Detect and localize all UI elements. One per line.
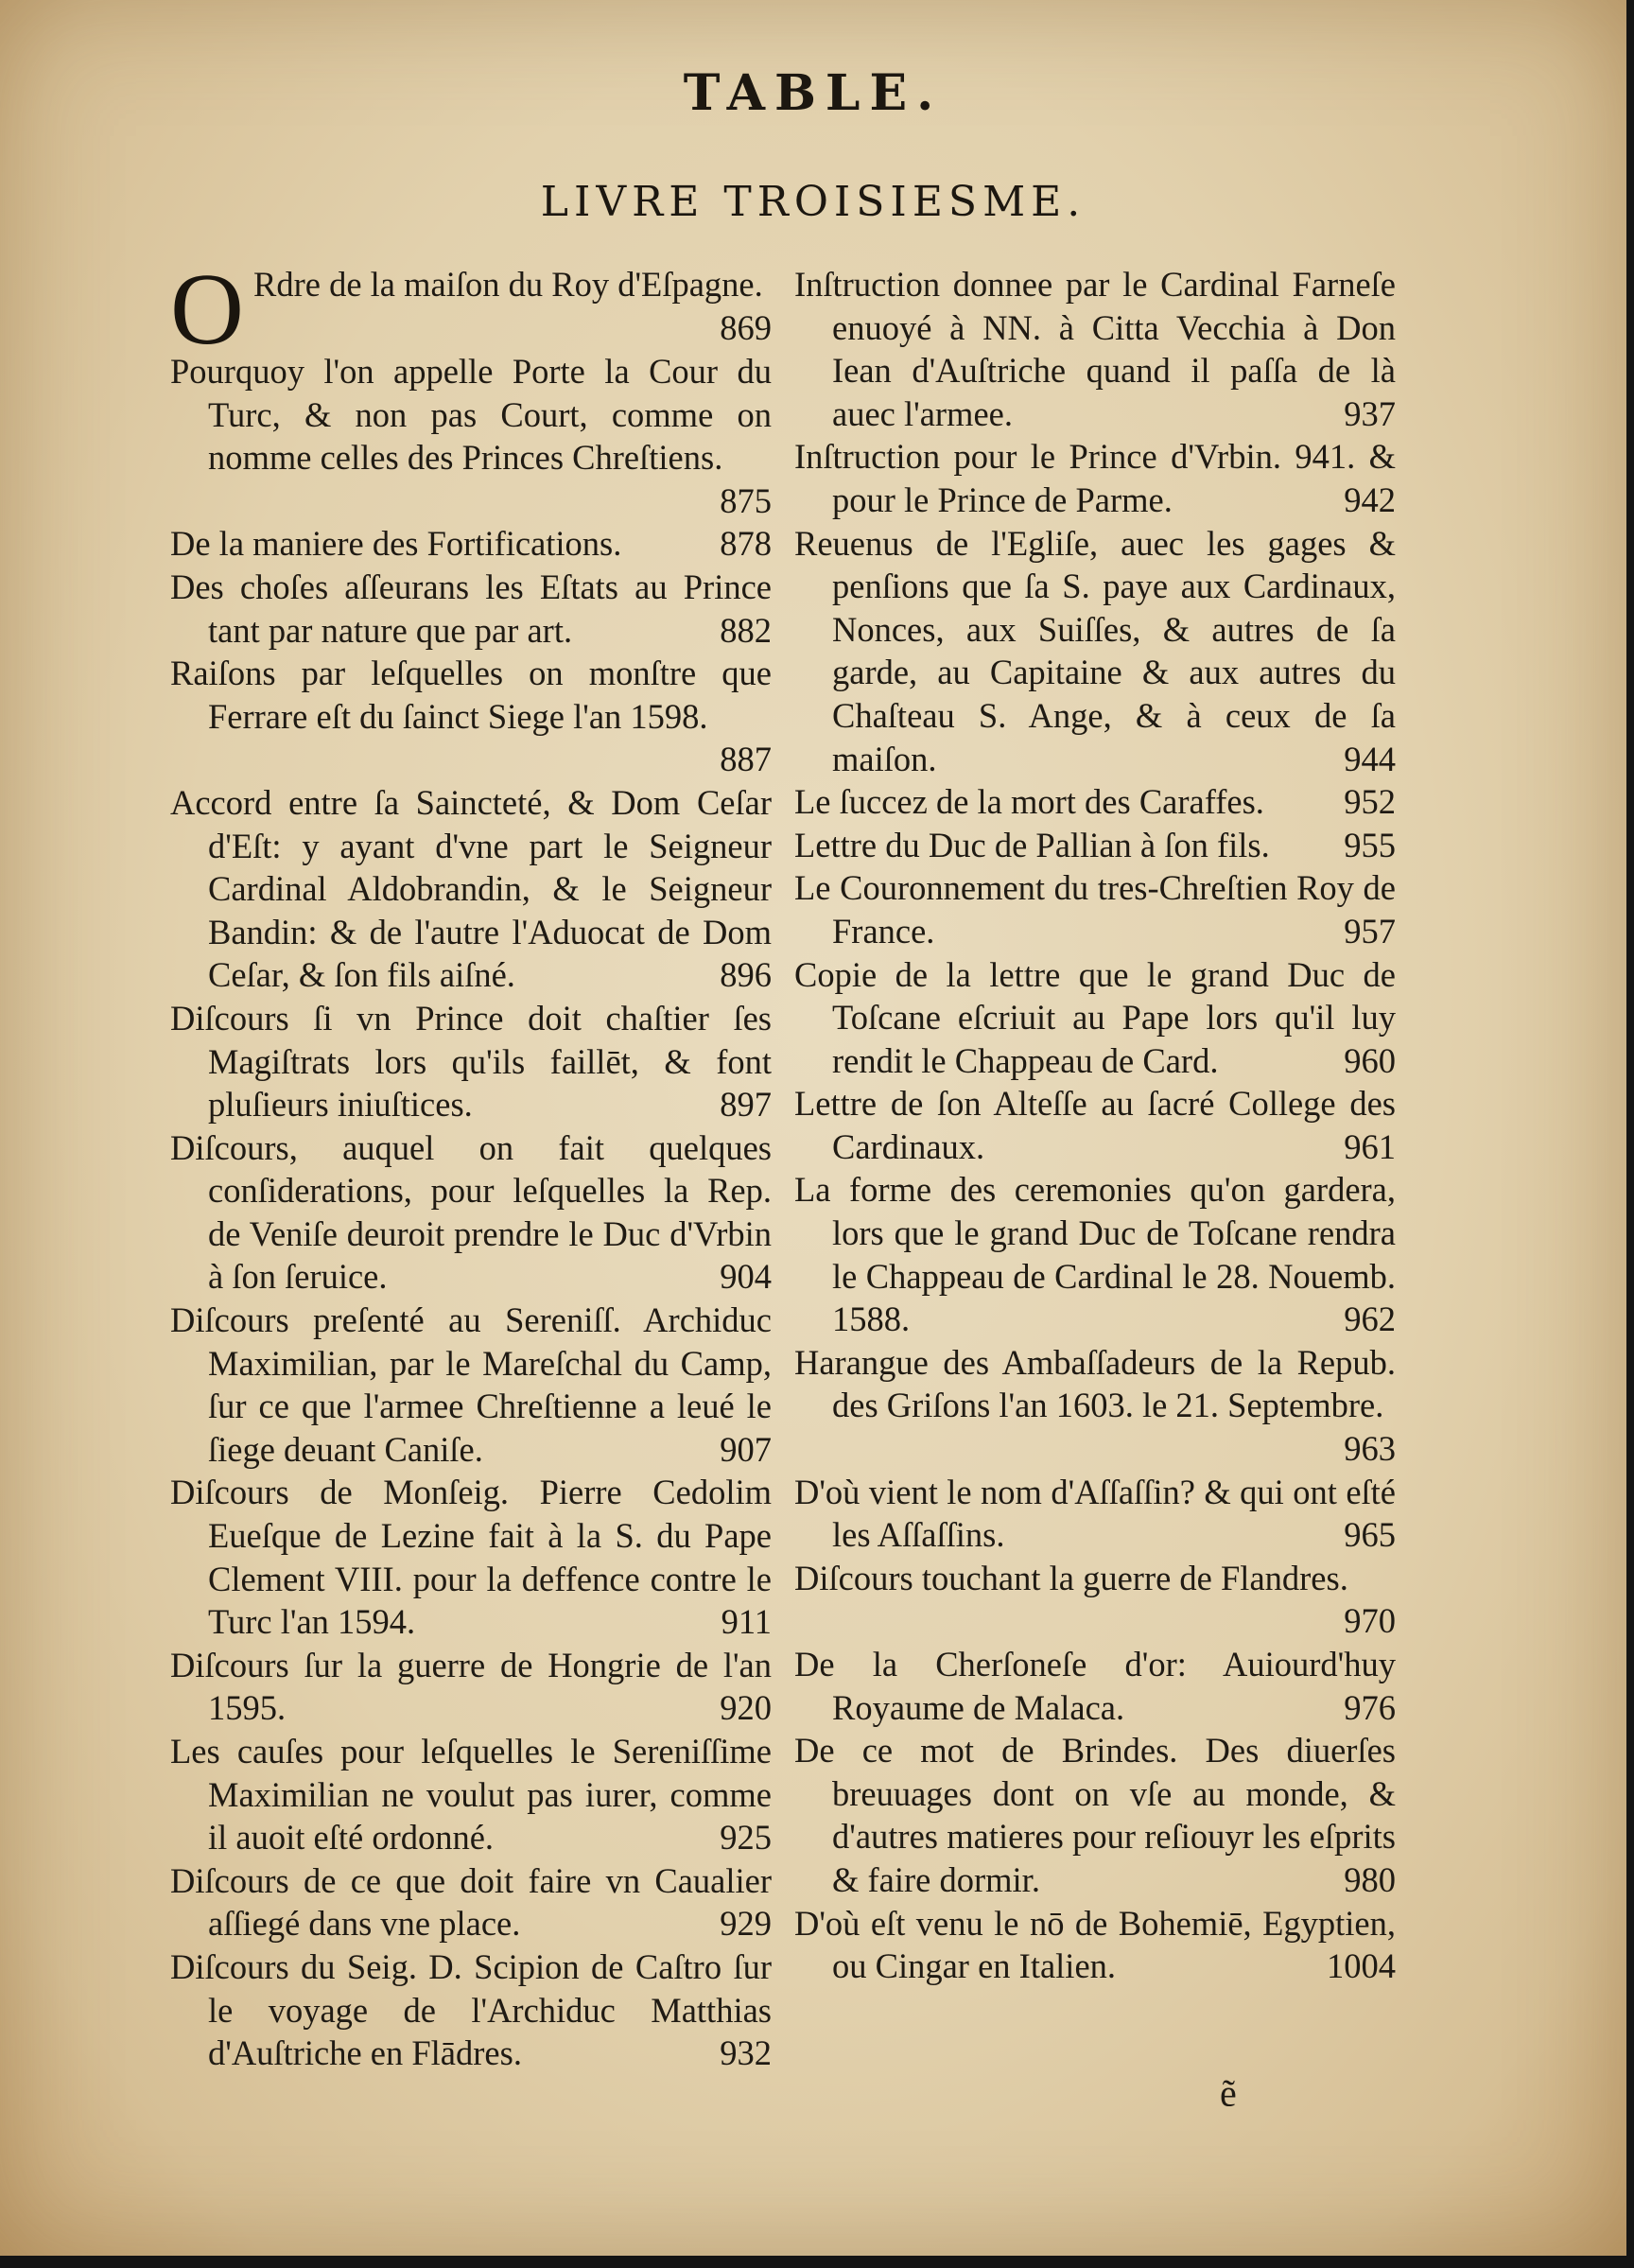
page-number: 911 [721, 1602, 772, 1642]
page-number: 942 [1344, 480, 1396, 519]
entry-text: Inſtruction pour le Prince d'Vrbin. 941. & pour le Prince de Parme. [794, 437, 1396, 519]
toc-entry [170, 781, 772, 997]
entry-text: Diſcours ſi vn Prince doit chaſtier ſes Magiſtrats lors qu'ils faillēt, & font pluſieurs iniuſtices. [170, 998, 772, 1125]
toc-entry [794, 522, 1396, 781]
entry-text: Diſcours preſenté au Sereniſſ. Archiduc Maximilian, par le Mareſchal du Camp, ſur ce que l'armee Chreſtienne a leué le ſiege deuant Caniſe. [170, 1300, 772, 1469]
page-number: 957 [1344, 911, 1396, 951]
entry-text: Diſcours du Seig. D. Scipion de Caſtro ſur le voyage de l'Archiduc Matthias d'Auſtriche en Flādres. [170, 1946, 772, 2073]
toc-entry [170, 522, 772, 566]
toc-entry [170, 1945, 772, 2075]
page-number: 875 [720, 480, 772, 520]
toc-entry [170, 1299, 772, 1471]
toc-entry [794, 780, 1396, 824]
toc-entry [170, 1859, 772, 1945]
signature-mark: ẽ [1220, 2072, 1237, 2115]
entry-text: Diſcours de Monſeig. Pierre Cedolim Eueſque de Lezine fait à la S. du Pape Clement VIII. pour la deffence contre le Turc l'an 1594. [170, 1473, 772, 1642]
drop-cap: O [170, 253, 244, 366]
entry-text: Lettre de ſon Alteſſe au ſacré College des Cardinaux. [794, 1084, 1396, 1166]
entry-text: Copie de la lettre que le grand Duc de Toſcane eſcriuit au Pape lors qu'il luy rendit le Chappeau de Card. [794, 954, 1396, 1080]
entry-text: Harangue des Ambaſſadeurs de la Repub. des Griſons l'an 1603. le 21. Septembre. [794, 1342, 1396, 1425]
page-number: 929 [720, 1904, 772, 1944]
page-number: 952 [1344, 782, 1396, 822]
entry-text: Des choſes aſſeurans les Eſtats au Prince tant par nature que par art. [170, 567, 772, 650]
page-number: 897 [720, 1085, 772, 1125]
entry-text: De la Cherſoneſe d'or: Auiourd'huy Royaume de Malaca. [794, 1645, 1396, 1727]
entry-text: Le ſuccez de la mort des Caraffes. [794, 782, 1264, 822]
page-number: 980 [1344, 1859, 1396, 1899]
toc-entry [170, 1126, 772, 1299]
page-number: 869 [720, 307, 772, 347]
left-column [170, 253, 772, 2075]
entry-text: De ce mot de Brindes. Des diuerſes breuuages dont on vſe au monde, & d'autres matieres pour reſiouyr les eſprits & faire dormir. [794, 1731, 1396, 1899]
entry-text: Rdre de la maiſon du Roy d'Eſpagne. [253, 265, 763, 304]
toc-entry [794, 1902, 1396, 1988]
entry-text: La forme des ceremonies qu'on gardera, lors que le grand Duc de Toſcane rendra le Chappeau de Cardinal le 28. Nouemb. 1588. [794, 1170, 1396, 1339]
toc-entry [794, 1168, 1396, 1340]
page-number: 907 [720, 1429, 772, 1469]
page-number: 932 [720, 2033, 772, 2073]
toc-entry [794, 1729, 1396, 1901]
toc-entry [794, 1341, 1396, 1471]
entry-text: Diſcours touchant la guerre de Flandres. [794, 1558, 1348, 1597]
page-number: 887 [720, 740, 772, 779]
toc-entry [170, 566, 772, 652]
page-number: 1004 [1327, 1946, 1396, 1986]
entry-text: Les cauſes pour leſquelles le Sereniſſime Maximilian ne voulut pas iurer, comme il auoit eſté ordonné. [170, 1732, 772, 1858]
toc-entry [794, 1643, 1396, 1729]
page-number: 976 [1344, 1687, 1396, 1727]
page-number: 925 [720, 1818, 772, 1858]
page-number: 944 [1344, 739, 1396, 778]
toc-entry [794, 263, 1396, 435]
page-number: 882 [720, 610, 772, 650]
page-number: 965 [1344, 1515, 1396, 1555]
toc-entry [170, 1730, 772, 1859]
page-number: 960 [1344, 1040, 1396, 1080]
page-number: 937 [1344, 393, 1396, 433]
toc-entry [170, 1644, 772, 1730]
toc-entry [170, 1471, 772, 1643]
entry-text: Raiſons par leſquelles on monſtre que Ferrare eſt du ſainct Siege l'an 1598. [170, 654, 772, 736]
toc-entry [794, 1471, 1396, 1557]
toc-entry [170, 350, 772, 522]
toc-entry [794, 435, 1396, 521]
toc-entry [794, 953, 1396, 1083]
page-number: 970 [1344, 1601, 1396, 1641]
running-title: TABLE. [683, 64, 944, 122]
page-number: 896 [720, 955, 772, 995]
right-column [794, 263, 1396, 1988]
toc-entry [794, 1082, 1396, 1168]
toc-entry [794, 824, 1396, 867]
toc-entry [794, 1557, 1396, 1643]
page-number: 878 [720, 524, 772, 564]
entry-text: Diſcours ſur la guerre de Hongrie de l'an 1595. [170, 1645, 772, 1728]
toc-entry [170, 997, 772, 1126]
entry-text: Diſcours, auquel on fait quelques conſiderations, pour leſquelles la Rep. de Veniſe deuroit prendre le Duc d'Vrbin à ſon ſeruice. [170, 1127, 772, 1297]
toc-entry [794, 866, 1396, 952]
page-number: 962 [1344, 1300, 1396, 1339]
entry-text: Lettre du Duc de Pallian à ſon fils. [794, 825, 1270, 864]
page-number: 963 [1344, 1429, 1396, 1469]
page-number: 961 [1344, 1126, 1396, 1166]
entry-text: Reuenus de l'Egliſe, auec les gages & penſions que ſa S. paye aux Cardinaux, Nonces, aux Suiſſes, & autres de ſa garde, au Capitaine & aux autres du Chaſteau S. Ange, & à ceux de ſa maiſon. [794, 523, 1396, 778]
page-number: 904 [720, 1257, 772, 1297]
toc-entry [170, 253, 772, 366]
entry-text: Diſcours de ce que doit faire vn Caualier aſſiegé dans vne place. [170, 1860, 772, 1944]
page-number: 920 [720, 1688, 772, 1728]
entry-text: Inſtruction donnee par le Cardinal Farneſe enuoyé à NN. à Citta Vecchia à Don Iean d'Auſtriche quand il paſſa de là auec l'armee. [794, 265, 1396, 433]
entry-text: D'où vient le nom d'Aſſaſſin? & qui ont eſté les Aſſaſſins. [794, 1472, 1396, 1555]
entry-text: Pourquoy l'on appelle Porte la Cour du Turc, & non pas Court, comme on nomme celles des Princes Chreſtiens. [170, 352, 772, 478]
entry-text: De la maniere des Fortifications. [170, 524, 622, 564]
entry-text: Accord entre ſa Saincteté, & Dom Ceſar d'Eſt: y ayant d'vne part le Seigneur Cardinal Aldobrandin, & le Seigneur Bandin: & de l'autre l'Aduocat de Dom Ceſar, & ſon fils aiſné. [170, 782, 772, 995]
entry-text: Le Couronnement du tres-Chreſtien Roy de France. [794, 868, 1396, 951]
entry-text: D'où eſt venu le nō de Bohemiē, Egyptien, ou Cingar en Italien. [794, 1903, 1396, 1986]
book-title: LIVRE TROISIESME. [540, 178, 1086, 226]
page-number: 955 [1344, 825, 1396, 864]
toc-entry [170, 652, 772, 781]
